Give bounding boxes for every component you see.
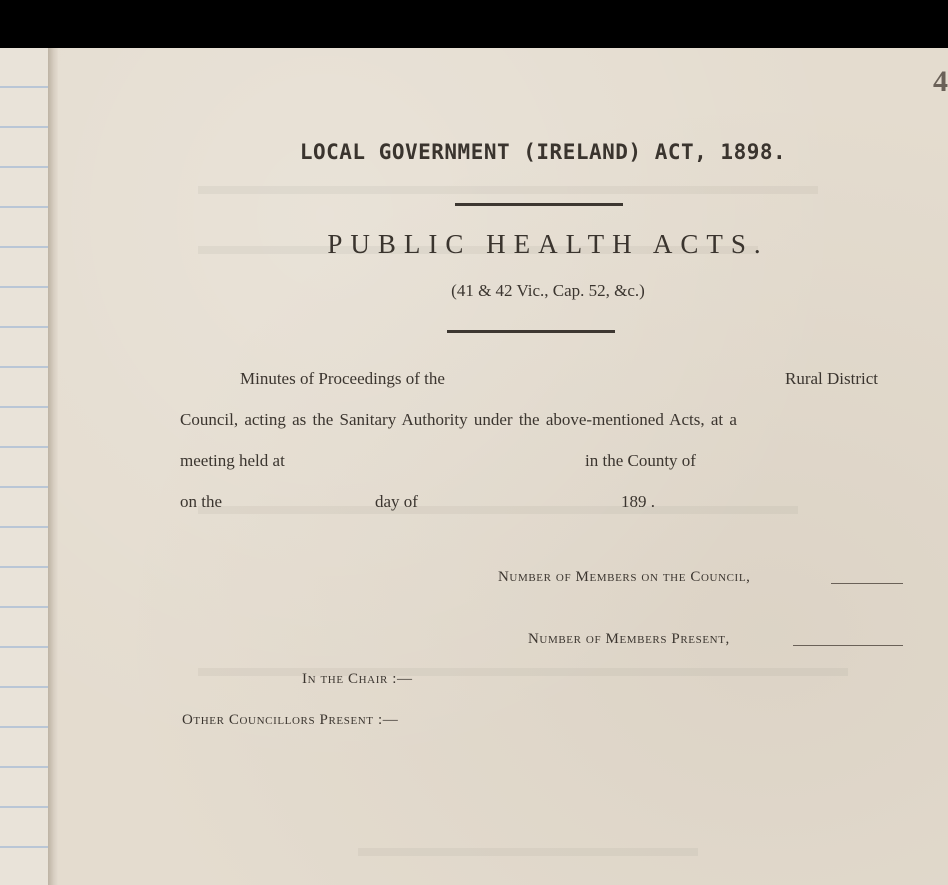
- act-citation: (41 & 42 Vic., Cap. 52, &c.): [451, 281, 645, 300]
- members-on-council-fill-line: [831, 583, 903, 584]
- minutes-page: [58, 48, 948, 885]
- minutes-line1-left: Minutes of Proceedings of the: [240, 369, 445, 388]
- page-number: 4: [933, 65, 948, 98]
- divider-rule: [447, 330, 615, 333]
- members-present-label: Number of Members Present,: [528, 631, 730, 647]
- minutes-line4-year: 189 .: [621, 492, 655, 511]
- divider-rule: [455, 203, 623, 206]
- adjacent-ruled-page: [0, 48, 49, 885]
- members-on-council-label: Number of Members on the Council,: [498, 569, 751, 585]
- public-health-title: PUBLIC HEALTH ACTS.: [327, 229, 769, 259]
- minutes-line1-right: Rural District: [785, 369, 879, 388]
- top-black-bar: [0, 0, 948, 48]
- minutes-line3-left: meeting held at: [180, 451, 285, 470]
- act-title: LOCAL GOVERNMENT (IRELAND) ACT, 1898.: [299, 140, 787, 164]
- in-the-chair-label: In the Chair :—: [302, 671, 413, 687]
- minutes-line4-day-of: day of: [375, 492, 418, 511]
- other-councillors-label: Other Councillors Present :—: [182, 712, 399, 728]
- members-present-fill-line: [793, 645, 903, 646]
- minutes-line3-right: in the County of: [585, 451, 696, 470]
- book-gutter: [48, 48, 58, 885]
- bleed-through: [198, 186, 818, 194]
- minutes-line2: Council, acting as the Sanitary Authority under the above-mentioned Acts, at a: [180, 410, 737, 429]
- bleed-through: [198, 668, 848, 676]
- minutes-line4-on-the: on the: [180, 492, 223, 511]
- bleed-through: [358, 848, 698, 856]
- bleed-through: [198, 506, 798, 514]
